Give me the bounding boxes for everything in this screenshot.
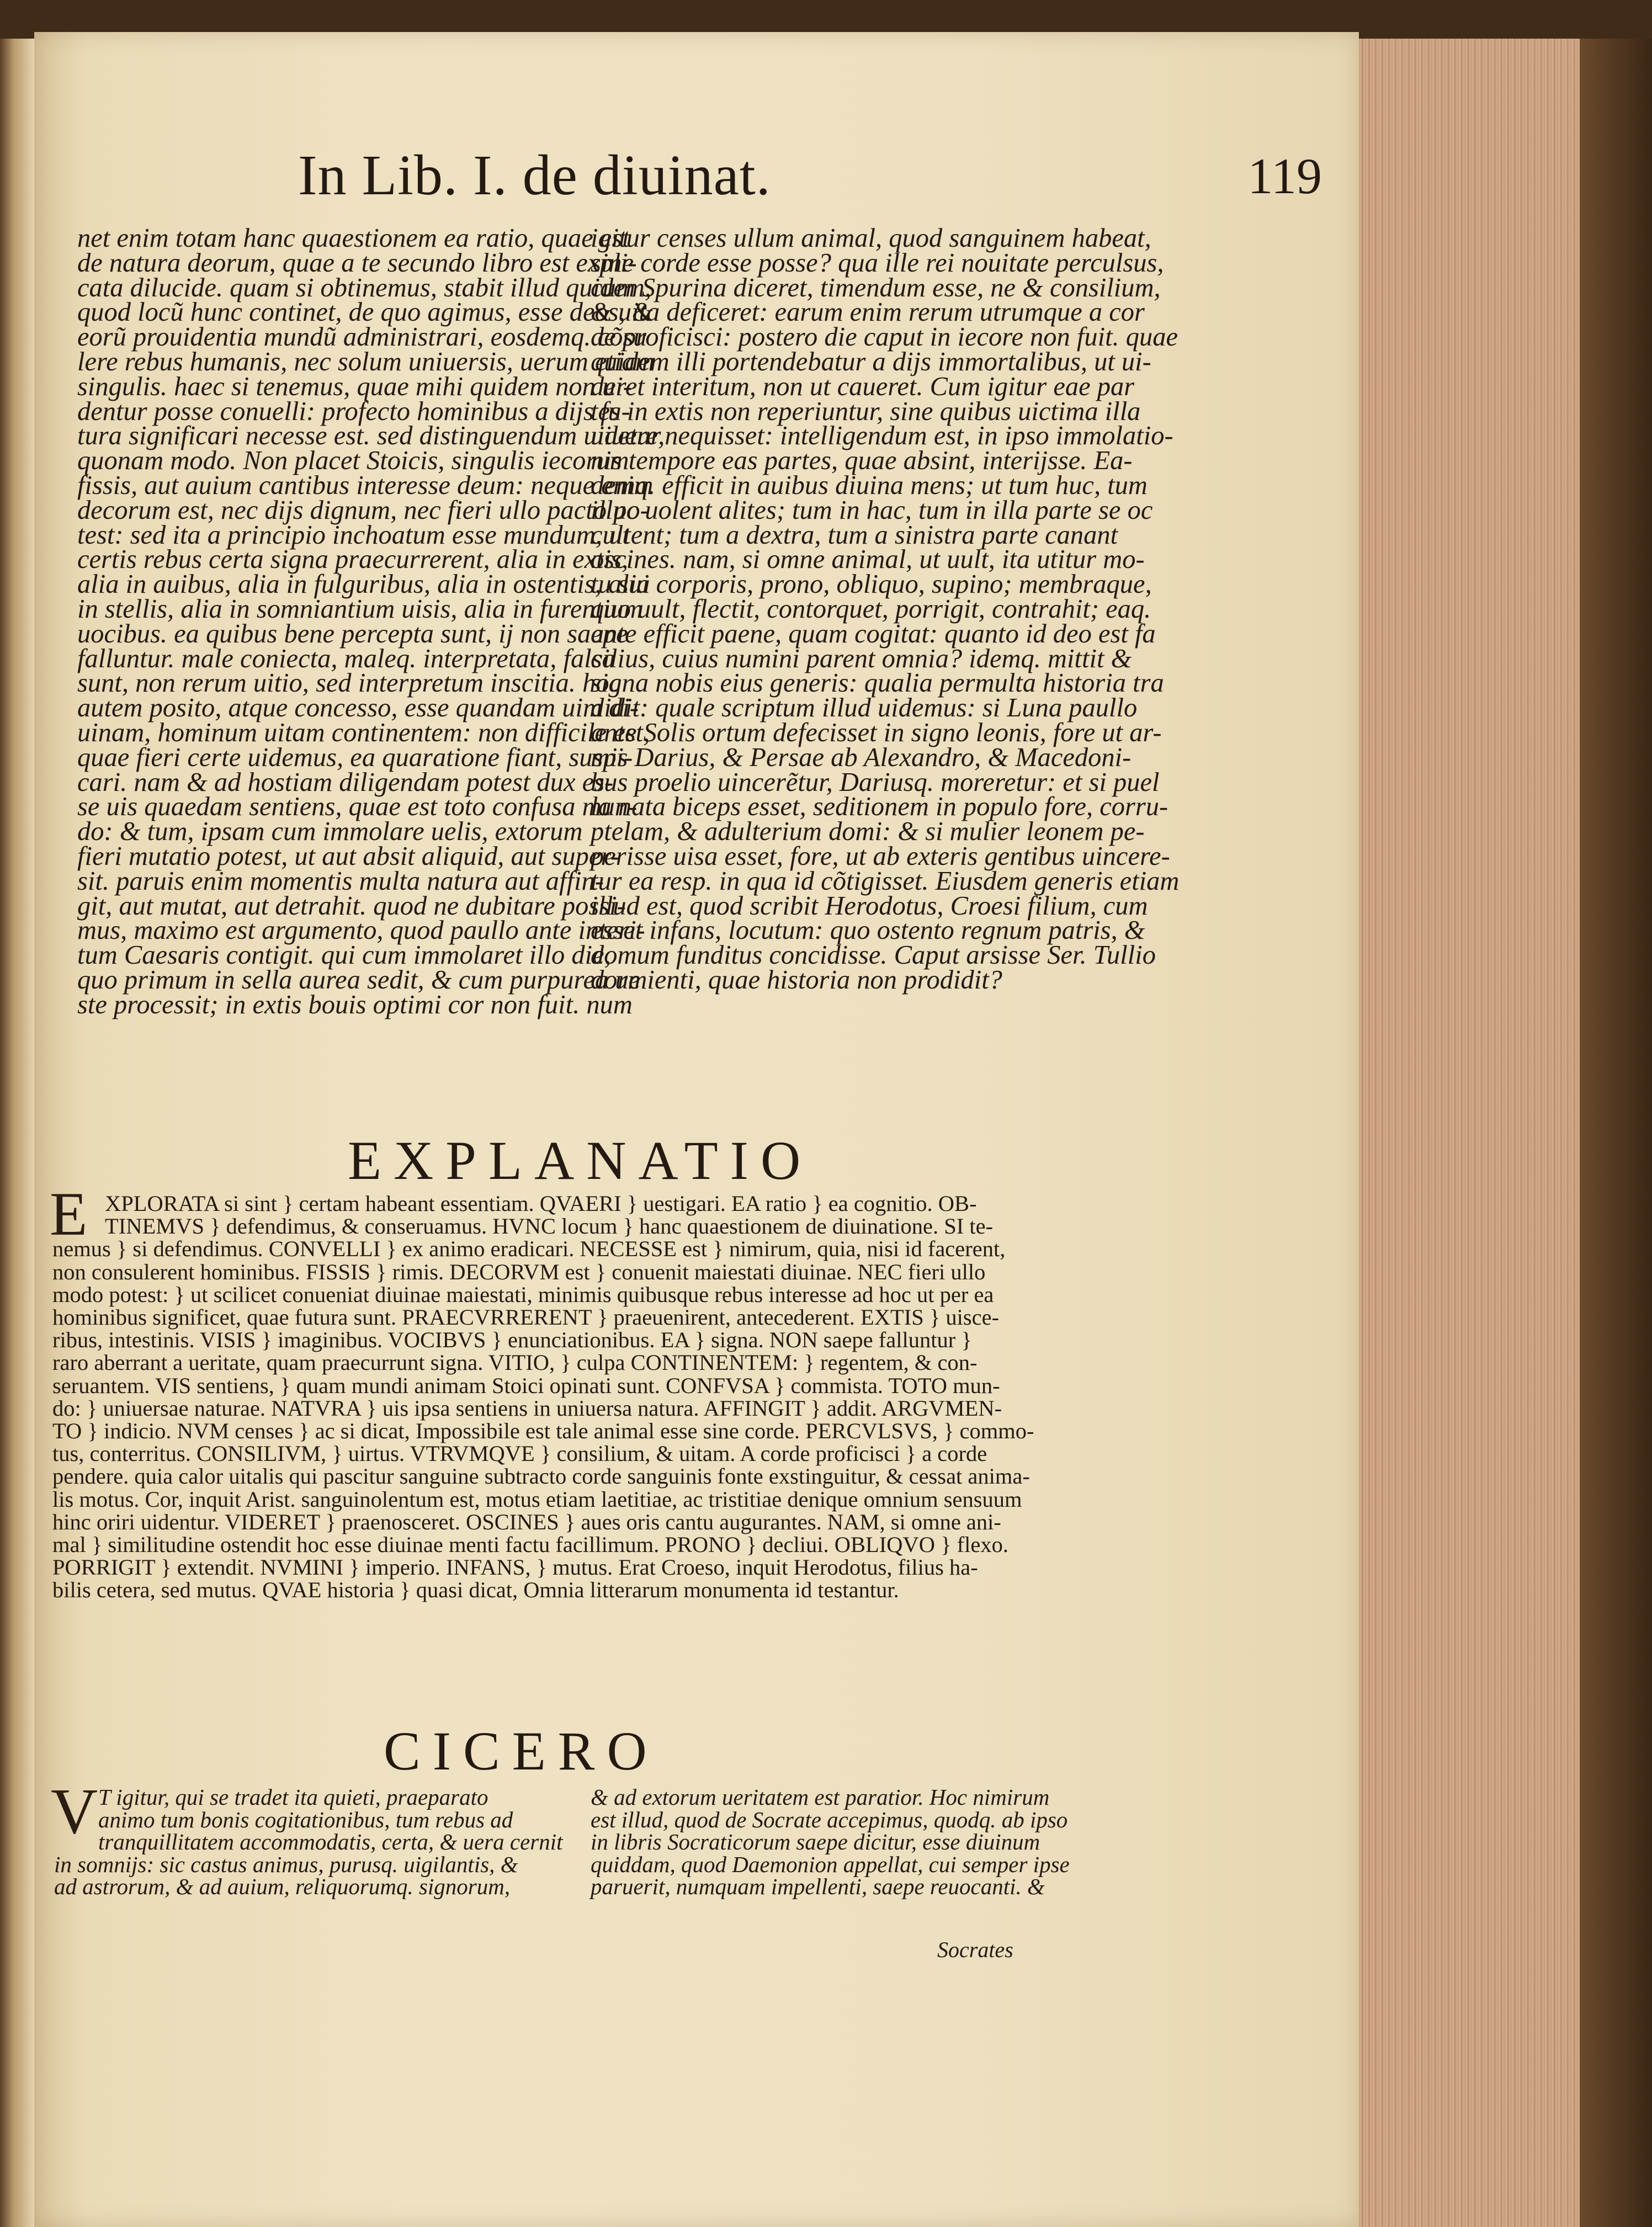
text-line: ste processit; in extis bouis optimi cor non fuit. num <box>77 990 633 1019</box>
text-line: illud est, quod scribit Herodotus, Croesi filium, cum <box>591 891 1148 921</box>
text-line: T igitur, qui se tradet ita quieti, praeparato <box>98 1784 488 1810</box>
text-line: autem posito, atque concesso, esse quandam uim di- <box>77 693 639 723</box>
catchword: Socrates <box>937 1937 1013 1962</box>
text-line: tum Caesaris contigit. qui cum immolaret illo die, <box>77 940 611 970</box>
text-line: in somnijs: sic castus animus, purusq. uigilantis, & <box>54 1851 518 1877</box>
text-line: cum Spurina diceret, timendum esse, ne & consilium, <box>591 273 1161 302</box>
text-line: decorum est, nec dijs dignum, nec fieri ullo pacto po- <box>77 495 649 525</box>
text-line: TINEMVS } defendimus, & conseruamus. HVNC locum } hanc quaestionem de diuinatione. SI te- <box>105 1214 994 1239</box>
text-line: modo potest: } ut scilicet conueniat diuinae maiestati, minimis quibusque rebus interesse ad hoc ut per ea <box>52 1282 994 1307</box>
text-line: fieri mutatio potest, ut aut absit aliquid, aut super- <box>77 841 620 871</box>
text-line: cilius, cuius numini parent omnia? idemq. mittit & <box>591 644 1132 673</box>
text-line: mus, maximo est argumento, quod paullo ante interi- <box>77 916 645 945</box>
text-line: quo primum in sella aurea sedit, & cum purpurea ue <box>77 965 641 995</box>
text-line: hominibus significet, quae futura sunt. PRAECVRRERENT } praeuenirent, antecederent. EXTIS } uisce- <box>52 1305 1000 1330</box>
book-cover-edge <box>1580 39 1652 2227</box>
text-line: XPLORATA si sint } certam habeant essentiam. QVAERI } uestigari. EA ratio } ea cognitio. OB- <box>105 1191 977 1216</box>
text-line: & uita deficeret: earum enim rerum utrumque a cor <box>591 297 1145 327</box>
text-line: didit: quale scriptum illud uidemus: si Luna paullo <box>591 693 1138 723</box>
text-line: singulis. haec si tenemus, quae mihi quidem non ui- <box>77 371 632 401</box>
text-line: TO } indicio. NVM censes } ac si dicat, Impossibile est tale animal esse sine corde. PERCVLSVS, } commo- <box>52 1418 1034 1444</box>
facing-page-edge <box>0 39 34 2227</box>
text-line: bus proelio uincerẽtur, Dariusq. moreretur: et si puel <box>591 767 1160 797</box>
text-line: test: sed ita a principio inchoatum esse mundum, ut <box>77 520 630 550</box>
text-line: domum funditus concidisse. Caput arsisse Ser. Tullio <box>591 940 1156 970</box>
section-title-cicero: CICERO <box>384 1720 659 1782</box>
text-line: de proficisci: postero die caput in iecore non fuit. quae <box>591 322 1178 352</box>
text-line: nemus } si defendimus. CONVELLI } ex animo eradicari. NECESSE est } nimirum, quia, nisi id facerent, <box>52 1236 1006 1262</box>
text-line: raro aberrant a ueritate, quam praecurrunt signa. VITIO, } culpa CONTINENTEM: } regentem, & con- <box>52 1350 978 1375</box>
text-line: eorũ prouidentia mundũ administrari, eosdemq. cõsu <box>77 322 647 352</box>
text-line: sit. paruis enim momentis multa natura aut affin- <box>77 866 604 896</box>
text-line: signa nobis eius generis: qualia permulta historia tra <box>591 668 1164 698</box>
cicero-column-left <box>54 1784 563 1899</box>
text-line: lis motus. Cor, inquit Arist. sanguinolentum est, motus etiam laetitiae, ac tristitiae denique omnium sensuum <box>52 1486 1022 1512</box>
section-title-explanatio: EXPLANATIO <box>348 1130 813 1191</box>
text-line: alia in auibus, alia in fulguribus, alia in ostentis, alia <box>77 570 650 599</box>
drop-cap: E <box>50 1180 88 1248</box>
text-line: nis tempore eas partes, quae absint, interijsse. Ea- <box>591 446 1133 476</box>
text-line: ptelam, & adulterium domi: & si mulier leonem pe- <box>591 817 1145 847</box>
text-line: sine corde esse posse? qua ille rei nouitate perculsus, <box>591 248 1164 278</box>
text-line: quidem illi portendebatur a dijs immortalibus, ut ui- <box>591 347 1151 376</box>
text-line: demq. efficit in auibus diuina mens; ut tum huc, tum <box>591 470 1148 500</box>
text-line: tes in extis non reperiuntur, sine quibus uictima illa <box>591 396 1141 426</box>
text-line: net enim totam hanc quaestionem ea ratio, quae est <box>77 224 630 253</box>
page-number: 119 <box>1247 148 1322 204</box>
text-line: la nata biceps esset, seditionem in populo fore, corru- <box>591 792 1168 822</box>
text-line: cari. nam & ad hostiam diligendam potest dux es- <box>77 767 614 797</box>
text-line: dentur posse conuelli: profecto hominibus a dijs fu- <box>77 396 630 426</box>
text-line: paruerit, numquam impellenti, saepe reuocanti. & <box>591 1874 1045 1899</box>
text-line: fissis, aut auium cantibus interesse deum: neque enim <box>77 470 654 500</box>
text-line: git, aut mutat, aut detrahit. quod ne dubitare possi- <box>77 891 626 921</box>
text-line: do: } uniuersae naturae. NATVRA } uis ipsa sentiens in uniuersa natura. AFFINGIT } addit. ARGVMEN- <box>52 1395 1002 1421</box>
text-line: do: & tum, ipsam cum immolare uelis, extorum <box>77 817 583 847</box>
text-line: oscines. nam, si omne animal, ut uult, ita utitur mo- <box>591 545 1145 575</box>
text-line: deret interitum, non ut caueret. Cum igitur eae par <box>591 371 1135 401</box>
text-line: quiddam, quod Daemonion appellat, cui semper ipse <box>591 1851 1070 1877</box>
text-line: lere rebus humanis, nec solum uniuersis, uerum etiam <box>77 347 655 376</box>
text-column-right <box>591 224 1180 995</box>
text-line: bilis cetera, sed mutus. QVAE historia } quasi dicat, Omnia litterarum monumenta id testantur. <box>52 1577 899 1603</box>
text-line: hinc oriri uidentur. VIDERET } praenosceret. OSCINES } aues oris cantu augurantes. NAM, si omne ani- <box>52 1509 1001 1534</box>
text-line: ante Solis ortum defecisset in signo leonis, fore ut ar- <box>591 717 1162 747</box>
text-line: pendere. quia calor uitalis qui pascitur sanguine subtracto corde sanguinis fonte exstinguitur, & cessat anima- <box>52 1464 1030 1489</box>
text-line: uinam, hominum uitam continentem: non difficile est, <box>77 717 650 747</box>
text-line: non consulerent hominibus. FISSIS } rimis. DECORVM est } conuenit maiestati diuinae. NEC fieri ullo <box>52 1259 986 1284</box>
text-line: falluntur. male coniecta, maleq. interpretata, falsa <box>77 644 615 673</box>
text-line: seruantem. VIS sentiens, } quam mundi animam Stoici opinati sunt. CONFVSA } commista. TOTO mun- <box>52 1373 1000 1398</box>
text-column-left <box>77 224 665 1019</box>
text-line: tur ea resp. in qua id cõtigisset. Eiusdem generis etiam <box>591 866 1180 896</box>
text-line: illuc uolent alites; tum in hac, tum in illa parte se oc <box>591 495 1153 525</box>
text-line: uiuere nequisset: intelligendum est, in ipso immolatio- <box>591 421 1173 451</box>
text-line: tranquillitatem accommodatis, certa, & uera cernit <box>98 1829 563 1854</box>
page-edges <box>1359 39 1580 2227</box>
text-line: in stellis, alia in somniantium uisis, alia in furentium <box>77 594 643 624</box>
text-line: se uis quaedam sentiens, quae est toto confusa mun- <box>77 792 638 822</box>
text-line: tus, conterritus. CONSILIVM, } uirtus. VTRVMQVE } consilium, & uitam. A corde proficisci } a corde <box>52 1441 987 1466</box>
text-line: uocibus. ea quibus bene percepta sunt, ij non saepe <box>77 619 628 649</box>
text-line: cata dilucide. quam si obtinemus, stabit illud quidem, <box>77 273 651 302</box>
text-line: esset infans, locutum: quo ostento regnum patris, & <box>591 916 1145 945</box>
text-line: de natura deorum, quae a te secundo libro est expli- <box>77 248 637 278</box>
running-head: In Lib. I. de diuinat. <box>298 143 771 207</box>
text-line: quo uult, flectit, contorquet, porrigit, contrahit; eaq. <box>591 594 1151 624</box>
text-line: PORRIGIT } extendit. NVMINI } imperio. INFANS, } mutus. Erat Croeso, inquit Herodotus, filius ha- <box>52 1555 978 1580</box>
text-line: cultent; tum a dextra, tum a sinistra parte canant <box>591 520 1118 550</box>
text-line: certis rebus certa signa praecurrerent, alia in extis, <box>77 545 629 575</box>
text-line: tu sui corporis, prono, obliquo, supino; membraque, <box>591 570 1152 599</box>
page-header <box>298 142 1347 220</box>
text-line: perisse uisa esset, fore, ut ab exteris gentibus uincere- <box>591 841 1170 871</box>
text-line: est illud, quod de Socrate accepimus, quodq. ab ipso <box>591 1806 1068 1832</box>
explanatio-body <box>52 1192 1107 1602</box>
text-line: dormienti, quae historia non prodidit? <box>591 965 1002 995</box>
text-line: tura significari necesse est. sed distinguendum uidetur, <box>77 421 665 451</box>
text-line: igitur censes ullum animal, quod sanguinem habeat, <box>591 224 1151 253</box>
text-line: in libris Socraticorum saepe dicitur, esse diuinum <box>591 1829 1040 1854</box>
text-line: ante efficit paene, quam cogitat: quanto id deo est fa <box>591 619 1156 649</box>
text-line: quae fieri certe uidemus, ea quaratione fiant, suspi- <box>77 742 633 772</box>
drop-cap: V <box>51 1775 98 1847</box>
text-line: ribus, intestinis. VISIS } imaginibus. VOCIBVS } enunciationibus. EA } signa. NON saepe falluntur } <box>52 1327 972 1353</box>
text-line: animo tum bonis cogitationibus, tum rebus ad <box>98 1806 513 1832</box>
text-line: mal } similitudine ostendit hoc esse diuinae menti factu facillimum. PRONO } decliui. OBLIQVO } flexo. <box>52 1532 1009 1558</box>
cicero-column-right <box>591 1786 1087 1898</box>
text-line: mis Darius, & Persae ab Alexandro, & Macedoni- <box>591 742 1132 772</box>
text-line: quod locũ hunc continet, de quo agimus, esse deos, & <box>77 297 653 327</box>
text-line: sunt, non rerum uitio, sed interpretum inscitia. hoc <box>77 668 622 698</box>
text-line: quonam modo. Non placet Stoicis, singulis iecorum <box>77 446 629 476</box>
text-line: ad astrorum, & ad auium, reliquorumq. signorum, <box>54 1874 511 1899</box>
text-line: & ad extorum ueritatem est paratior. Hoc nimirum <box>591 1784 1050 1810</box>
